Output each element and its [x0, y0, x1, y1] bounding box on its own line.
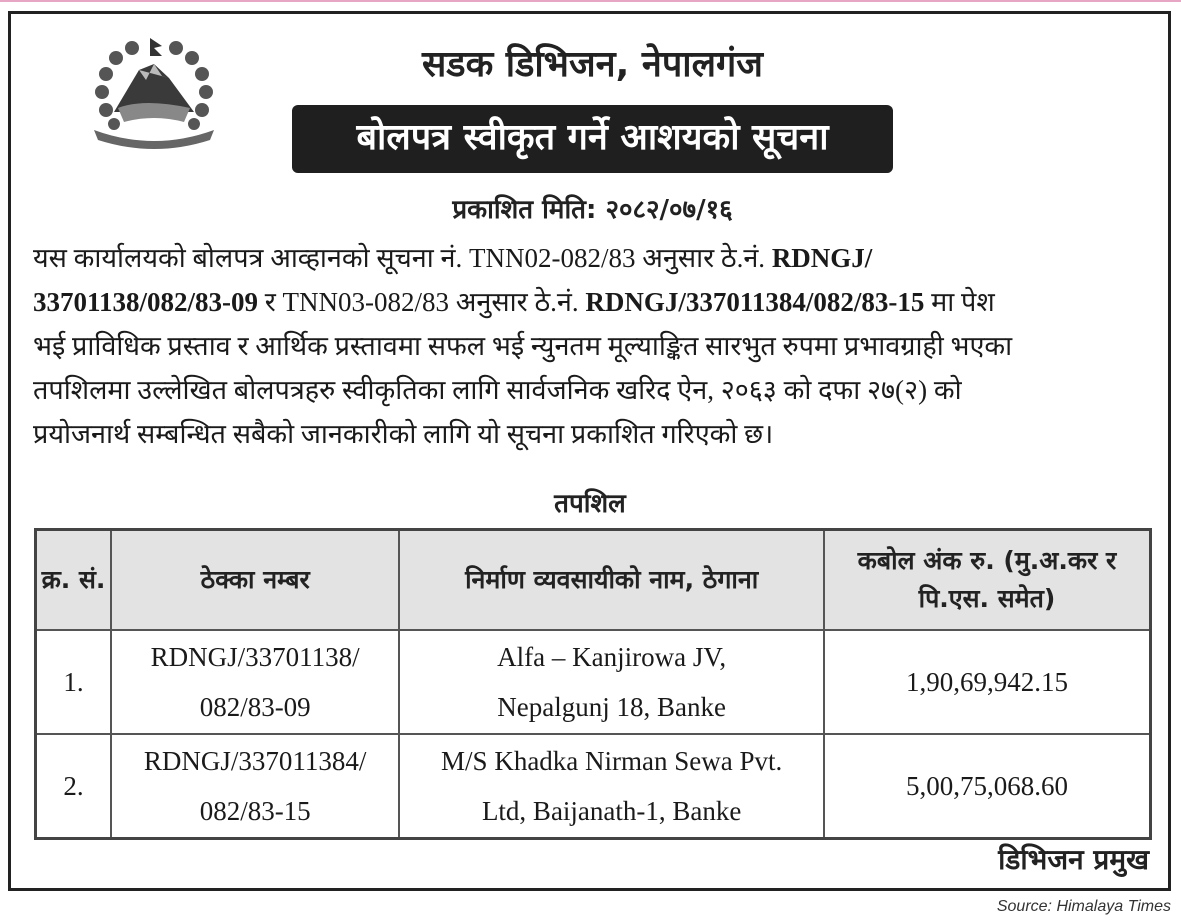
contract-ref-bold: RDNGJ/337011384/082/83-15	[585, 287, 925, 317]
contract-ref-bold: 33701138/082/83-09	[33, 287, 259, 317]
cell-amount: 1,90,69,942.15	[824, 630, 1151, 734]
contract-ref-bold: RDNGJ/	[771, 243, 873, 273]
body-text-segment: यस कार्यालयको बोलपत्र आव्हानको सूचना नं. TNN02-082/83 अनुसार ठे.नं.	[33, 243, 772, 273]
body-line-4	[33, 368, 1153, 412]
body-text-segment: भई प्राविधिक प्रस्ताव र आर्थिक प्रस्तावमा सफल भई न्युनतम मूल्याङ्कित सारभुत रुपमा प्रभावग्राही भएका	[33, 331, 1013, 361]
body-line-3	[33, 324, 1153, 368]
contractor-line: Ltd, Baijanath-1, Banke	[481, 796, 742, 826]
body-line-2	[33, 280, 1153, 324]
notice-body	[33, 236, 1153, 456]
body-line-1	[33, 236, 1153, 280]
body-text-segment: मा पेश	[924, 287, 995, 317]
column-header-amount: कबोल अंक रु. (मु.अ.कर र पि.एस. समेत)	[824, 530, 1151, 631]
published-date-label: प्रकाशित मिति:	[452, 195, 597, 225]
contractor-line: Nepalgunj 18, Banke	[497, 692, 726, 722]
contract-no-line: RDNGJ/33701138/	[150, 642, 360, 672]
contract-no-line: 082/83-15	[199, 796, 311, 826]
schedule-table	[34, 528, 1152, 840]
cell-sn: 1.	[36, 630, 111, 734]
contract-no-line: RDNGJ/337011384/	[143, 746, 367, 776]
cell-sn: 2.	[36, 734, 111, 839]
cell-contractor	[399, 630, 823, 734]
cell-contract-no	[111, 734, 399, 839]
column-header-contract-no: ठेक्का नम्बर	[111, 530, 399, 631]
column-header-sn: क्र. सं.	[36, 530, 111, 631]
column-header-contractor: निर्माण व्यवसायीको नाम, ठेगाना	[399, 530, 823, 631]
table-row	[36, 630, 1151, 734]
cell-contract-no	[111, 630, 399, 734]
office-name: सडक डिभिजन, नेपालगंज	[421, 44, 764, 85]
body-line-5	[33, 412, 1153, 456]
schedule-title: तपशिल	[554, 489, 626, 519]
cell-contractor	[399, 734, 823, 839]
source-credit: Source: Himalaya Times	[996, 898, 1171, 915]
published-date-value: २०८२/०७/१६	[605, 195, 733, 225]
cell-amount: 5,00,75,068.60	[824, 734, 1151, 839]
top-accent-line	[0, 0, 1181, 2]
nepal-emblem-icon	[84, 34, 224, 154]
signature-title: डिभिजन प्रमुख	[998, 843, 1149, 876]
body-text-segment: र TNN03-082/83 अनुसार ठे.नं.	[258, 287, 586, 317]
notice-title: बोलपत्र स्वीकृत गर्ने आशयको सूचना	[356, 117, 829, 158]
notice-title-banner	[292, 105, 893, 173]
table-row	[36, 734, 1151, 839]
published-date	[290, 190, 895, 226]
body-text-segment: प्रयोजनार्थ सम्बन्धित सबैको जानकारीको लागि यो सूचना प्रकाशित गरिएको छ।	[33, 419, 774, 449]
body-text-segment: तपशिलमा उल्लेखित बोलपत्रहरु स्वीकृतिका लागि सार्वजनिक खरिद ऐन, २०६३ को दफा २७(२) को	[33, 375, 962, 405]
contractor-line: M/S Khadka Nirman Sewa Pvt.	[441, 746, 783, 776]
contract-no-line: 082/83-09	[199, 692, 311, 722]
contractor-line: Alfa – Kanjirowa JV,	[497, 642, 727, 672]
table-header-row	[36, 530, 1151, 631]
